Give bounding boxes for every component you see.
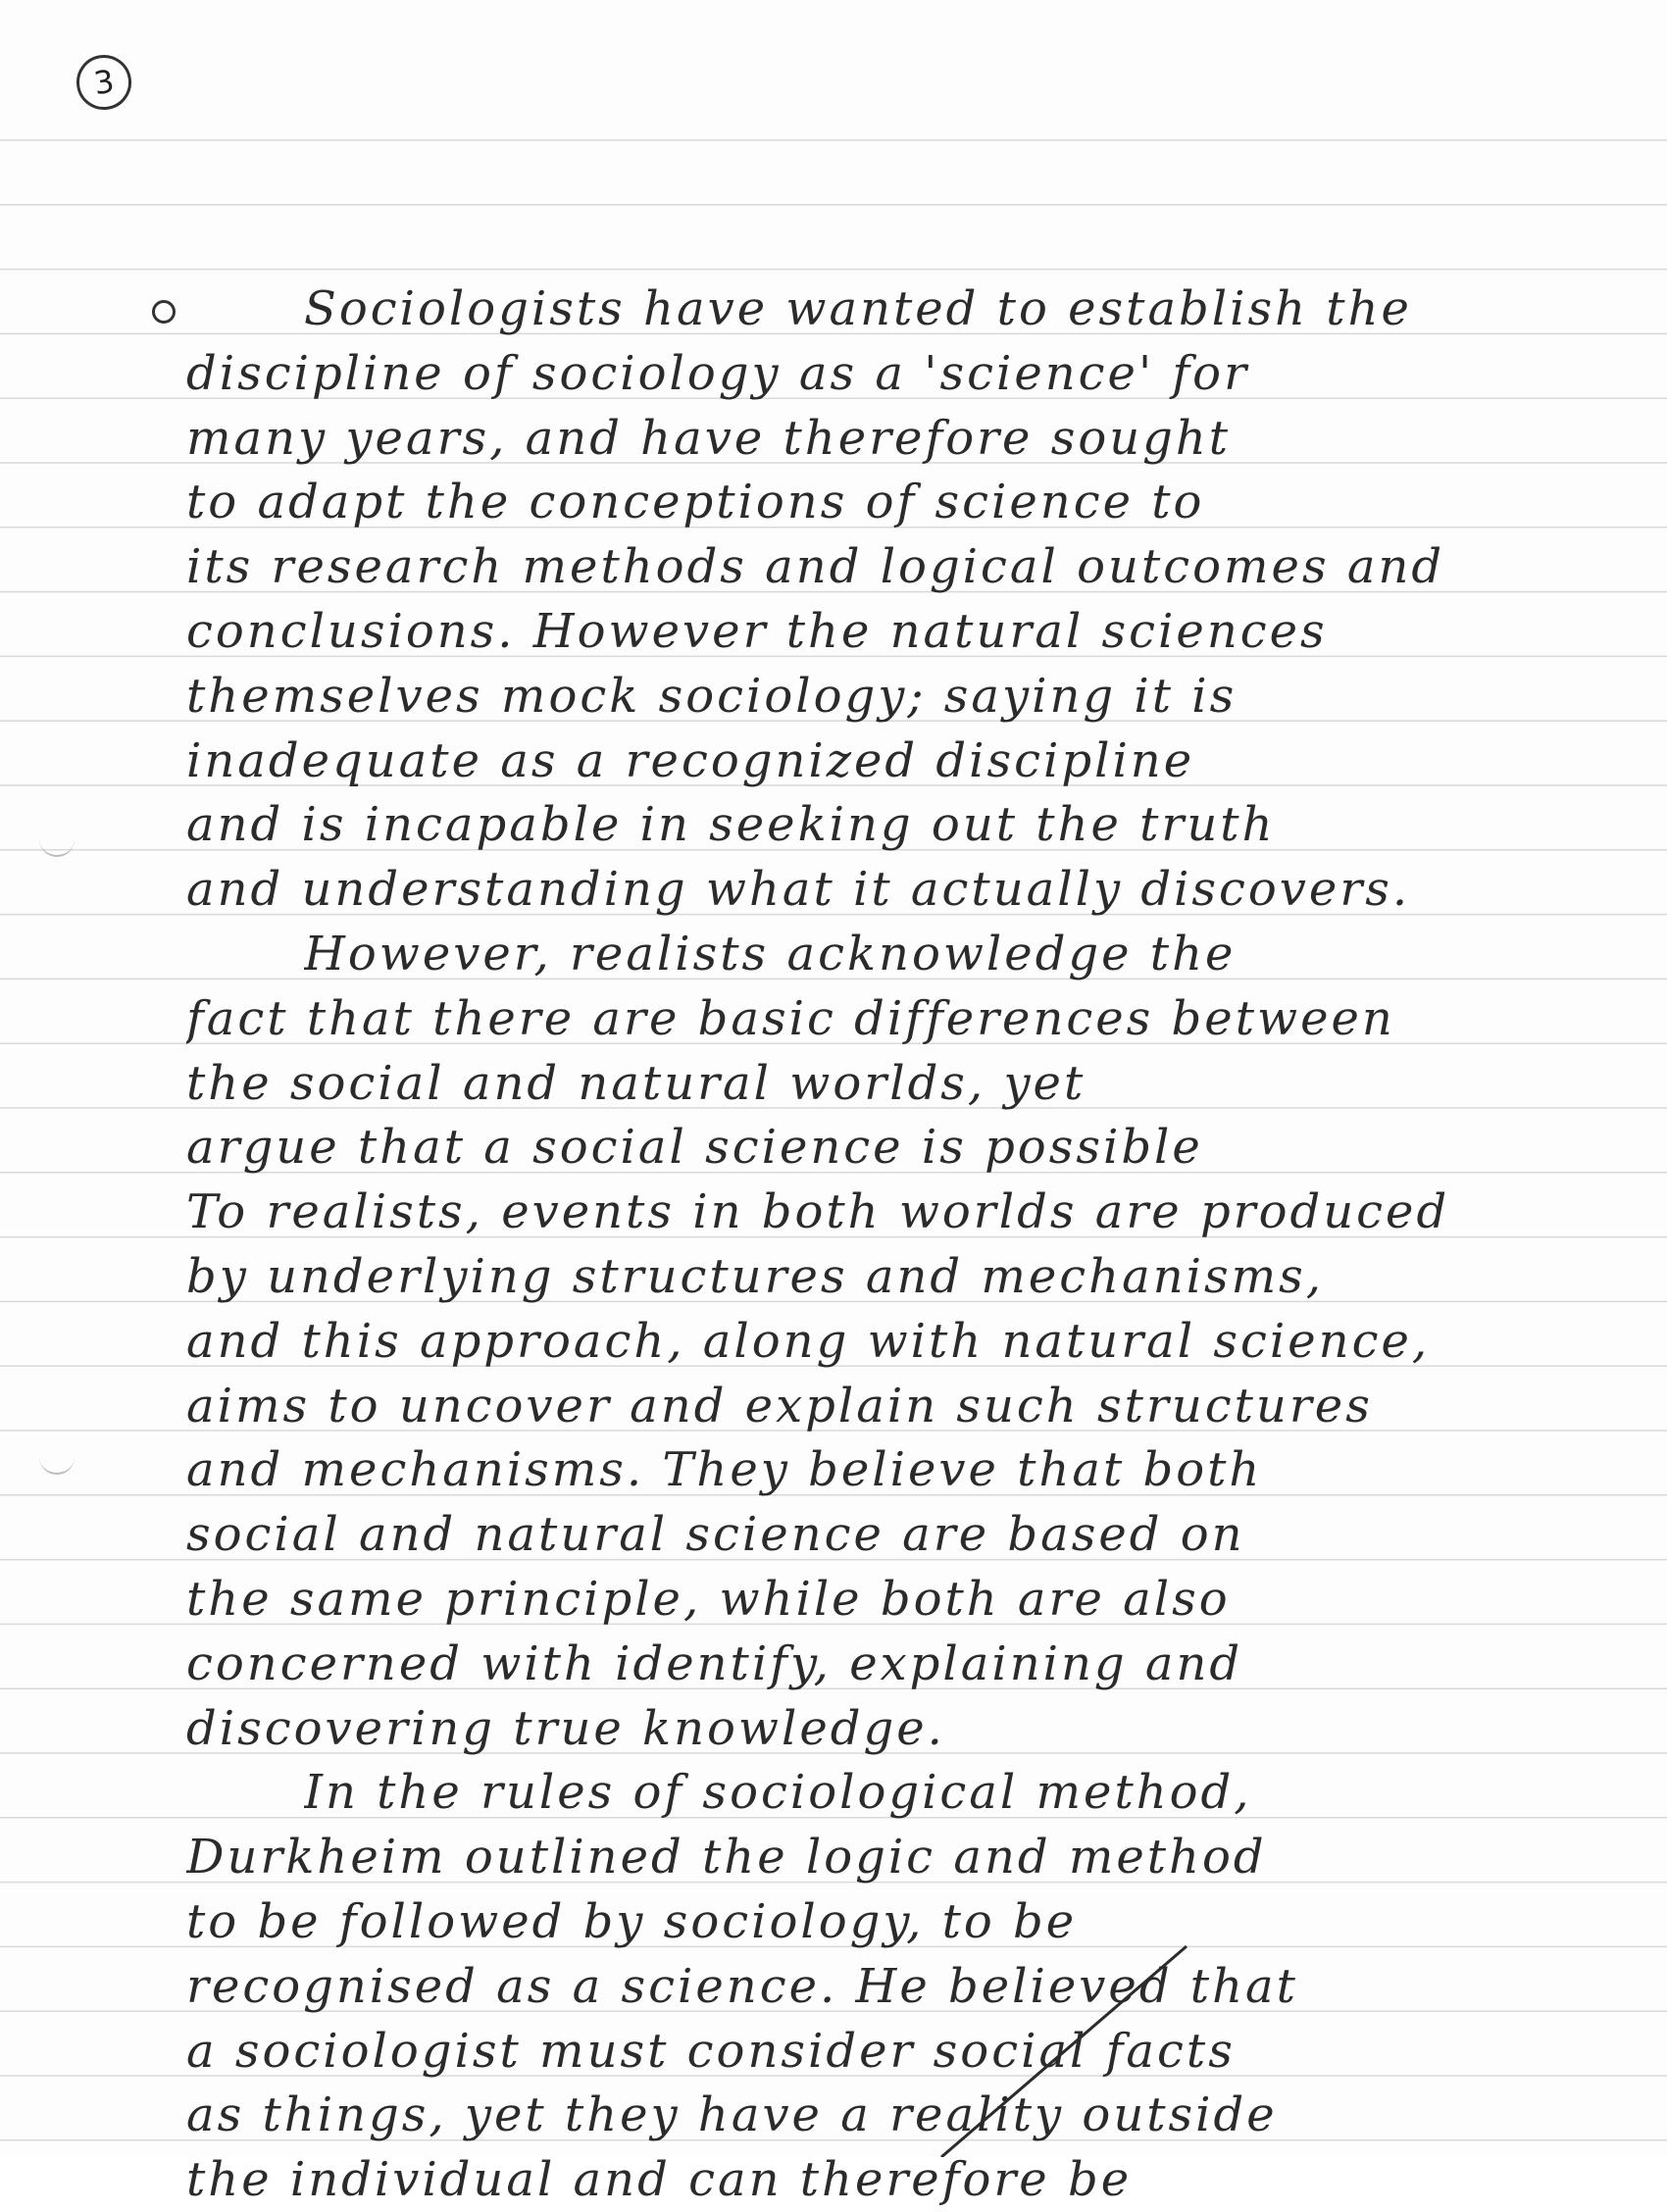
text-line: conclusions. However the natural sciences [186,604,1328,659]
text-line: recognised as a science. He believed that [186,1958,1298,2014]
text-line: In the rules of sociological method, [304,1765,1252,1821]
text-line: to be followed by sociology, to be [186,1894,1078,1949]
text-line: aims to uncover and explain such structures [186,1378,1373,1433]
text-line: fact that there are basic differences between [186,990,1395,1046]
text-line: and this approach, along with natural science, [186,1313,1431,1369]
text-line: to adapt the conceptions of science to [186,475,1205,530]
text-line: social and natural science are based on [186,1507,1245,1563]
text-line: a sociologist must consider social facts [186,2023,1236,2079]
text-line: Durkheim outlined the logic and method [186,1830,1267,1885]
text-line: its research methods and logical outcomes and [186,539,1445,595]
page-number: 3 [73,51,134,113]
text-line: discovering true knowledge. [186,1700,945,1756]
text-line: as things, yet they have a reality outside [186,2087,1278,2143]
text-line: and understanding what it actually discovers. [186,862,1411,918]
text-line: inadequate as a recognized discipline [186,732,1195,788]
text-line: many years, and have therefore sought [186,410,1232,466]
text-line: the same principle, while both are also [186,1572,1231,1627]
text-line: Sociologists have wanted to establish the [304,281,1412,336]
text-line: To realists, events in both worlds are produced [186,1184,1450,1240]
text-line: concerned with identify, explaining and [186,1635,1243,1691]
text-line: discipline of sociology as a 'science' for [186,345,1250,401]
text-line: argue that a social science is possible [186,1120,1203,1176]
text-line: the social and natural worlds, yet [186,1055,1086,1111]
text-line: and mechanisms. They believe that both [186,1442,1263,1498]
text-line: However, realists acknowledge the [304,927,1237,981]
text-line: the individual and can therefore be [186,2152,1133,2208]
text-line: by underlying structures and mechanisms, [186,1249,1324,1304]
text-line: and is incapable in seeking out the truth [186,797,1276,853]
text-line: themselves mock sociology; saying it is [186,668,1238,724]
